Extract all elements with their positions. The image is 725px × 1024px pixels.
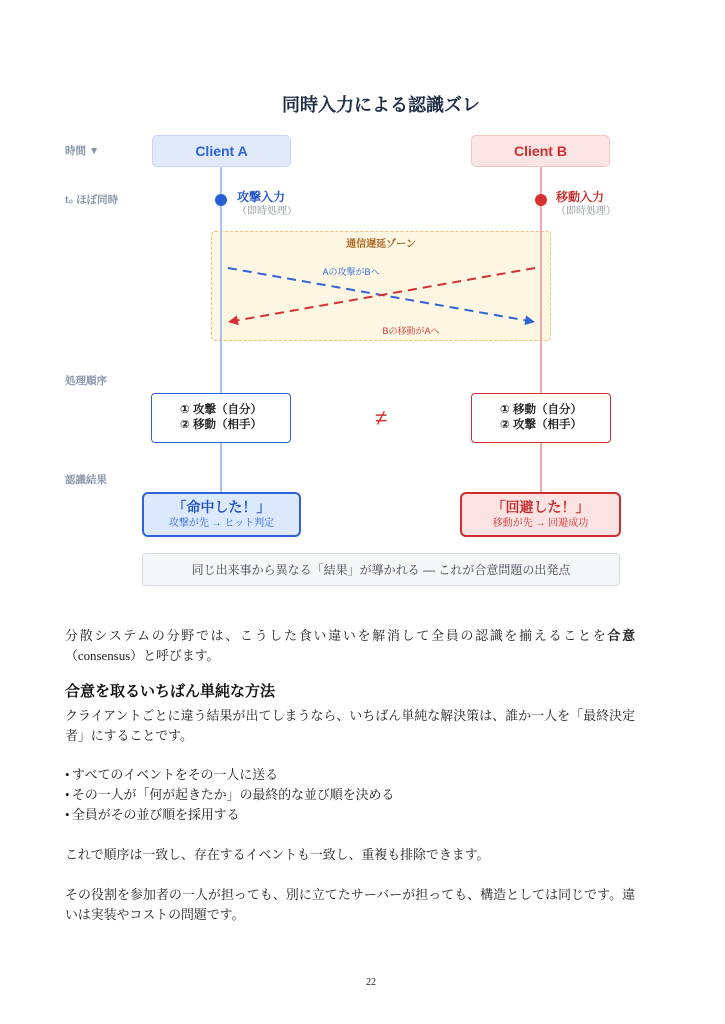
bullet-list: [65, 765, 635, 825]
intro-text-before: 分散システムの分野では、こうした食い違いを解消して全員の認識を揃えることを: [65, 629, 608, 643]
bullet-item: • 全員がその並び順を採用する: [65, 805, 635, 825]
client-a-input-note: （即時処理）: [237, 206, 297, 217]
client-b-order-step-1: ① 移動（自分）: [500, 404, 582, 416]
client-b-order-step-2: ② 攻撃（相手）: [500, 419, 582, 431]
paragraph-role: その役割を参加者の一人が担っても、別に立てたサーバーが担っても、構造としては同じです。違いは実装やコストの問題です。: [65, 888, 635, 922]
client-a-result-title: 「命中した！」: [172, 499, 271, 515]
figure-summary: 同じ出来事から異なる「結果」が導かれる — これが合意問題の出発点: [142, 553, 620, 586]
client-b-order-box: [471, 393, 611, 443]
latency-zone-title: 通信遅延ゾーン: [346, 239, 416, 250]
row-label-order: 処理順序: [65, 375, 107, 387]
client-a-order-step-2: ② 移動（相手）: [180, 419, 262, 431]
body-text: [65, 626, 635, 925]
arrow-b-to-a-label: Bの移動がAへ: [382, 326, 440, 336]
intro-text-after: （consensus）と呼びます。: [65, 649, 220, 663]
client-a-order-box: [151, 393, 291, 443]
client-a-header: Client A: [152, 135, 291, 167]
client-a-input-dot: [215, 194, 227, 206]
client-a-input-label: 攻撃入力: [237, 190, 286, 204]
client-b-input-label: 移動入力: [556, 190, 605, 204]
client-b-result-note: 移動が先 → 回避成功: [492, 518, 589, 529]
row-label-result: 認識結果: [65, 474, 107, 486]
client-b-result-title: 「回避した！」: [491, 499, 590, 515]
intro-paragraph: [65, 626, 635, 666]
row-label-t0: t₀ ほぼ同時: [65, 194, 119, 206]
not-equal-sign: ≠: [374, 405, 388, 430]
bullet-item: • その一人が「何が起きたか」の最終的な並び順を決める: [65, 785, 635, 805]
client-b-input-dot: [535, 194, 547, 206]
arrow-a-to-b-label: Aの攻撃がBへ: [322, 267, 380, 277]
intro-term: 合意: [607, 629, 635, 643]
figure-title: 同時入力による認識ズレ: [282, 95, 480, 115]
row-label-time: 時間 ▼: [65, 145, 100, 157]
client-a-result-box: [142, 492, 301, 537]
client-a-result-note: 攻撃が先 → ヒット判定: [168, 518, 275, 529]
bullet-item: • すべてのイベントをその一人に送る: [65, 765, 635, 785]
client-b-result-box: [460, 492, 621, 537]
client-b-header: Client B: [471, 135, 610, 167]
page-number: 22: [366, 977, 376, 988]
paragraph-final-decider: クライアントごとに違う結果が出てしまうなら、いちばん単純な解決策は、誰か一人を「最終決定者」にすることです。: [65, 709, 635, 743]
section-heading: 合意を取るいちばん単純な方法: [65, 684, 276, 700]
client-a-order-step-1: ① 攻撃（自分）: [180, 404, 262, 416]
paragraph-result: これで順序は一致し、存在するイベントも一致し、重複も排除できます。: [65, 848, 490, 862]
client-b-input-note: （即時処理）: [556, 206, 616, 217]
